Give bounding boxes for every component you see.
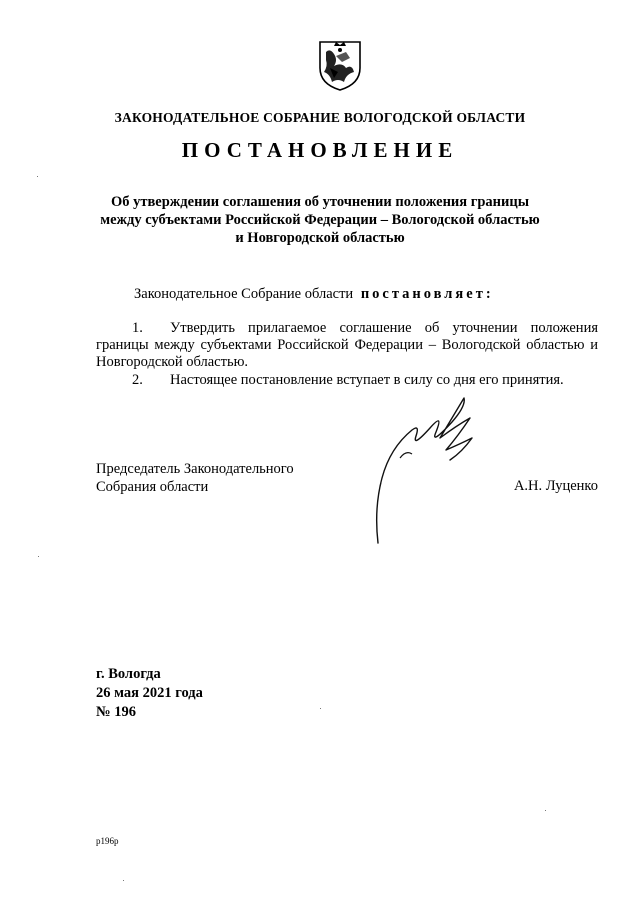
document-type: ПОСТАНОВЛЕНИЕ: [181, 138, 459, 162]
title-line: Об утверждении соглашения об уточнении положения границы: [110, 194, 530, 210]
preamble: [134, 286, 494, 303]
signatory-name: А.Н. Луценко: [513, 478, 598, 494]
scan-speck: [123, 880, 124, 881]
city: г. Вологда: [96, 666, 161, 682]
position-line: Собрания области: [96, 479, 209, 495]
resolution-item: [96, 372, 598, 389]
scan-speck: [545, 810, 546, 811]
date: 26 мая 2021 года: [96, 685, 203, 701]
document-number: № 196: [96, 704, 136, 720]
title-line: и Новгородской областью: [235, 230, 405, 246]
preamble-text: Законодательное Собрание области: [134, 286, 354, 302]
scan-speck: [37, 176, 38, 177]
document-code: р196р: [96, 836, 119, 846]
title-line: между субъектами Российской Федерации – Вологодской областью: [100, 212, 540, 228]
preamble-verb: постановляет:: [360, 286, 494, 302]
scan-speck: [320, 708, 321, 709]
item-number: 2.: [132, 372, 143, 388]
signatory-position: [96, 460, 294, 496]
scan-speck: [38, 556, 39, 557]
item-text: Утвердить прилагаемое соглашение об уточнении положения границы между субъектами Российской Федерации – Вологодской областью и Новгородской областью.: [96, 320, 598, 370]
organization-name: ЗАКОНОДАТЕЛЬНОЕ СОБРАНИЕ ВОЛОГОДСКОЙ ОБЛАСТИ: [114, 110, 526, 125]
vologda-coat-of-arms-icon: [316, 38, 364, 92]
position-line: Председатель Законодательного: [96, 461, 294, 477]
item-text: Настоящее постановление вступает в силу со дня его принятия.: [170, 372, 564, 388]
document-title: [80, 193, 560, 247]
document-footer: [96, 665, 203, 722]
resolution-item: [96, 320, 598, 371]
item-number: 1.: [132, 320, 143, 336]
handwritten-signature: [360, 388, 490, 548]
